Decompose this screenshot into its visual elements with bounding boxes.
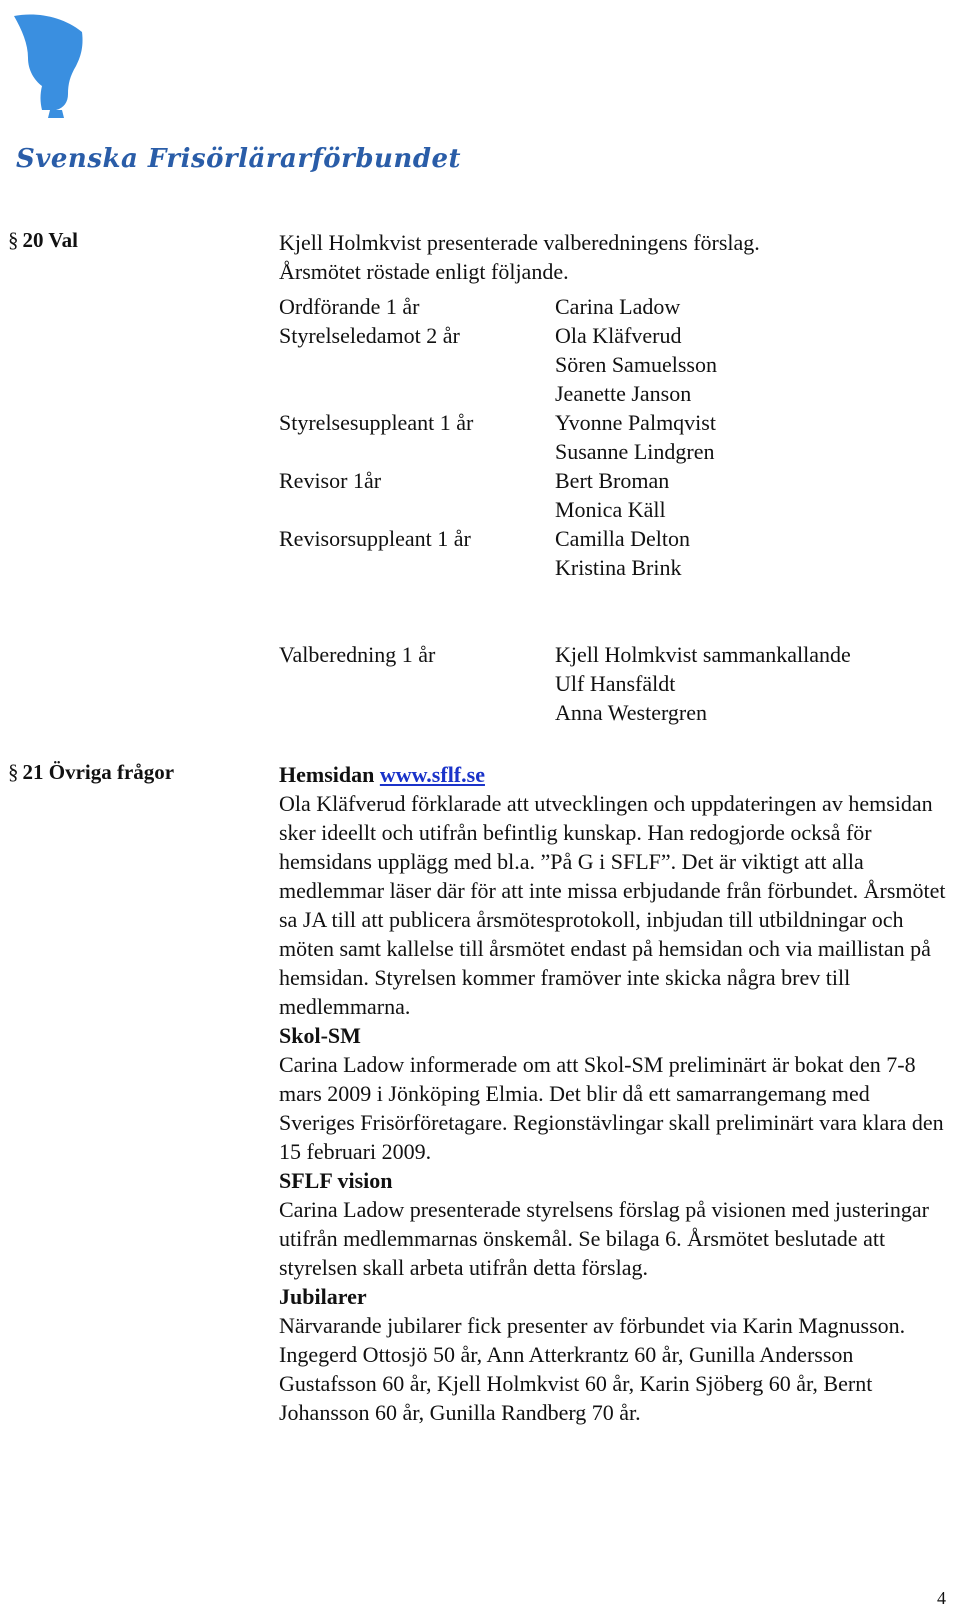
hemsidan-heading-line	[279, 760, 949, 789]
role-name: Ola Kläfverud	[555, 323, 682, 348]
role-name: Sören Samuelsson	[555, 352, 717, 377]
role-name: Carina Ladow	[555, 294, 681, 319]
role-row	[279, 408, 919, 466]
section-21-title: 21 Övriga frågor	[22, 760, 175, 784]
election-roles-table	[279, 292, 919, 582]
role-name: Bert Broman	[555, 468, 670, 493]
role-name: Susanne Lindgren	[555, 439, 715, 464]
role-name: Camilla Delton	[555, 526, 691, 551]
role-name: Kjell Holmkvist sammankallande	[555, 642, 851, 667]
jubilarer-paragraph: Närvarande jubilarer fick presenter av förbundet via Karin Magnusson. Ingegerd Ottosjö 50 år, Ann Atterkrantz 60 år, Gunilla Andersson Gustafsson 60 år, Kjell Holmkvist 60 år, Karin Sjöberg 60 år, Bernt Johansson 60 år, Gunilla Randberg 70 år.	[279, 1313, 906, 1425]
role-name: Ulf Hansfäldt	[555, 671, 676, 696]
section-21-body	[279, 760, 949, 1427]
section-symbol: §	[8, 228, 19, 252]
role-title: Revisorsuppleant 1 år	[279, 526, 471, 551]
section-20-title: 20 Val	[22, 228, 78, 252]
role-name: Jeanette Janson	[555, 381, 692, 406]
role-name: Anna Westergren	[555, 700, 707, 725]
skolsm-paragraph: Carina Ladow informerade om att Skol-SM preliminärt är bokat den 7-8 mars 2009 i Jönköping Elmia. Det blir då ett samarrangemang med Sveriges Frisörföretagare. Regionstävlingar skall preliminärt vara klara den 15 februari 2009.	[279, 1052, 944, 1164]
role-title: Valberedning 1 år	[279, 642, 436, 667]
page-number: 4	[937, 1588, 946, 1608]
role-title: Ordförande 1 år	[279, 294, 420, 319]
section-symbol: §	[8, 760, 19, 784]
intro-line: Kjell Holmkvist presenterade valberedningens förslag.	[279, 230, 760, 255]
section-21-label	[8, 760, 174, 785]
role-row	[279, 292, 919, 321]
vision-paragraph: Carina Ladow presenterade styrelsens förslag på visionen med justeringar utifrån medlemmarnas önskemål. Se bilaga 6. Årsmötet beslutade att styrelsen skall arbeta utifrån detta förslag.	[279, 1197, 930, 1280]
hemsidan-paragraph: Ola Kläfverud förklarade att utvecklingen och uppdateringen av hemsidan sker ideellt och utifrån befintlig kunskap. Han redogjorde också för hemsidans upplägg med bl.a. ”På G i SFLF”. Det är viktigt att alla medlemmar läser där för att inte missa erbjudande från förbundet. Årsmötet sa JA till att publicera årsmötesprotokoll, inbjudan till utbildningar och möten samt kallelse till årsmötet endast på hemsidan och via maillistan på hemsidan. Styrelsen kommer framöver inte skicka några brev till medlemmarna.	[279, 791, 946, 1019]
website-link[interactable]: www.sflf.se	[379, 762, 485, 787]
jubilarer-heading: Jubilarer	[279, 1284, 367, 1309]
role-name: Kristina Brink	[555, 555, 682, 580]
logo-wordmark: Svenska Frisörlärarförbundet	[16, 144, 462, 174]
organization-logo	[6, 10, 462, 175]
role-title: Styrelseledamot 2 år	[279, 323, 460, 348]
role-title: Revisor 1år	[279, 468, 382, 493]
role-row	[279, 524, 919, 582]
section-20-intro	[279, 228, 949, 286]
hemsidan-heading: Hemsidan	[279, 762, 375, 787]
role-row	[279, 321, 919, 408]
role-name: Monica Käll	[555, 497, 666, 522]
intro-line: Årsmötet röstade enligt följande.	[279, 259, 569, 284]
role-title: Styrelsesuppleant 1 år	[279, 410, 474, 435]
skolsm-heading: Skol-SM	[279, 1023, 361, 1048]
role-name: Yvonne Palmqvist	[555, 410, 716, 435]
section-20-label	[8, 228, 78, 253]
valberedning-row	[279, 640, 919, 727]
role-row	[279, 466, 919, 524]
bust-silhouette-icon	[6, 10, 126, 130]
vision-heading: SFLF vision	[279, 1168, 393, 1193]
